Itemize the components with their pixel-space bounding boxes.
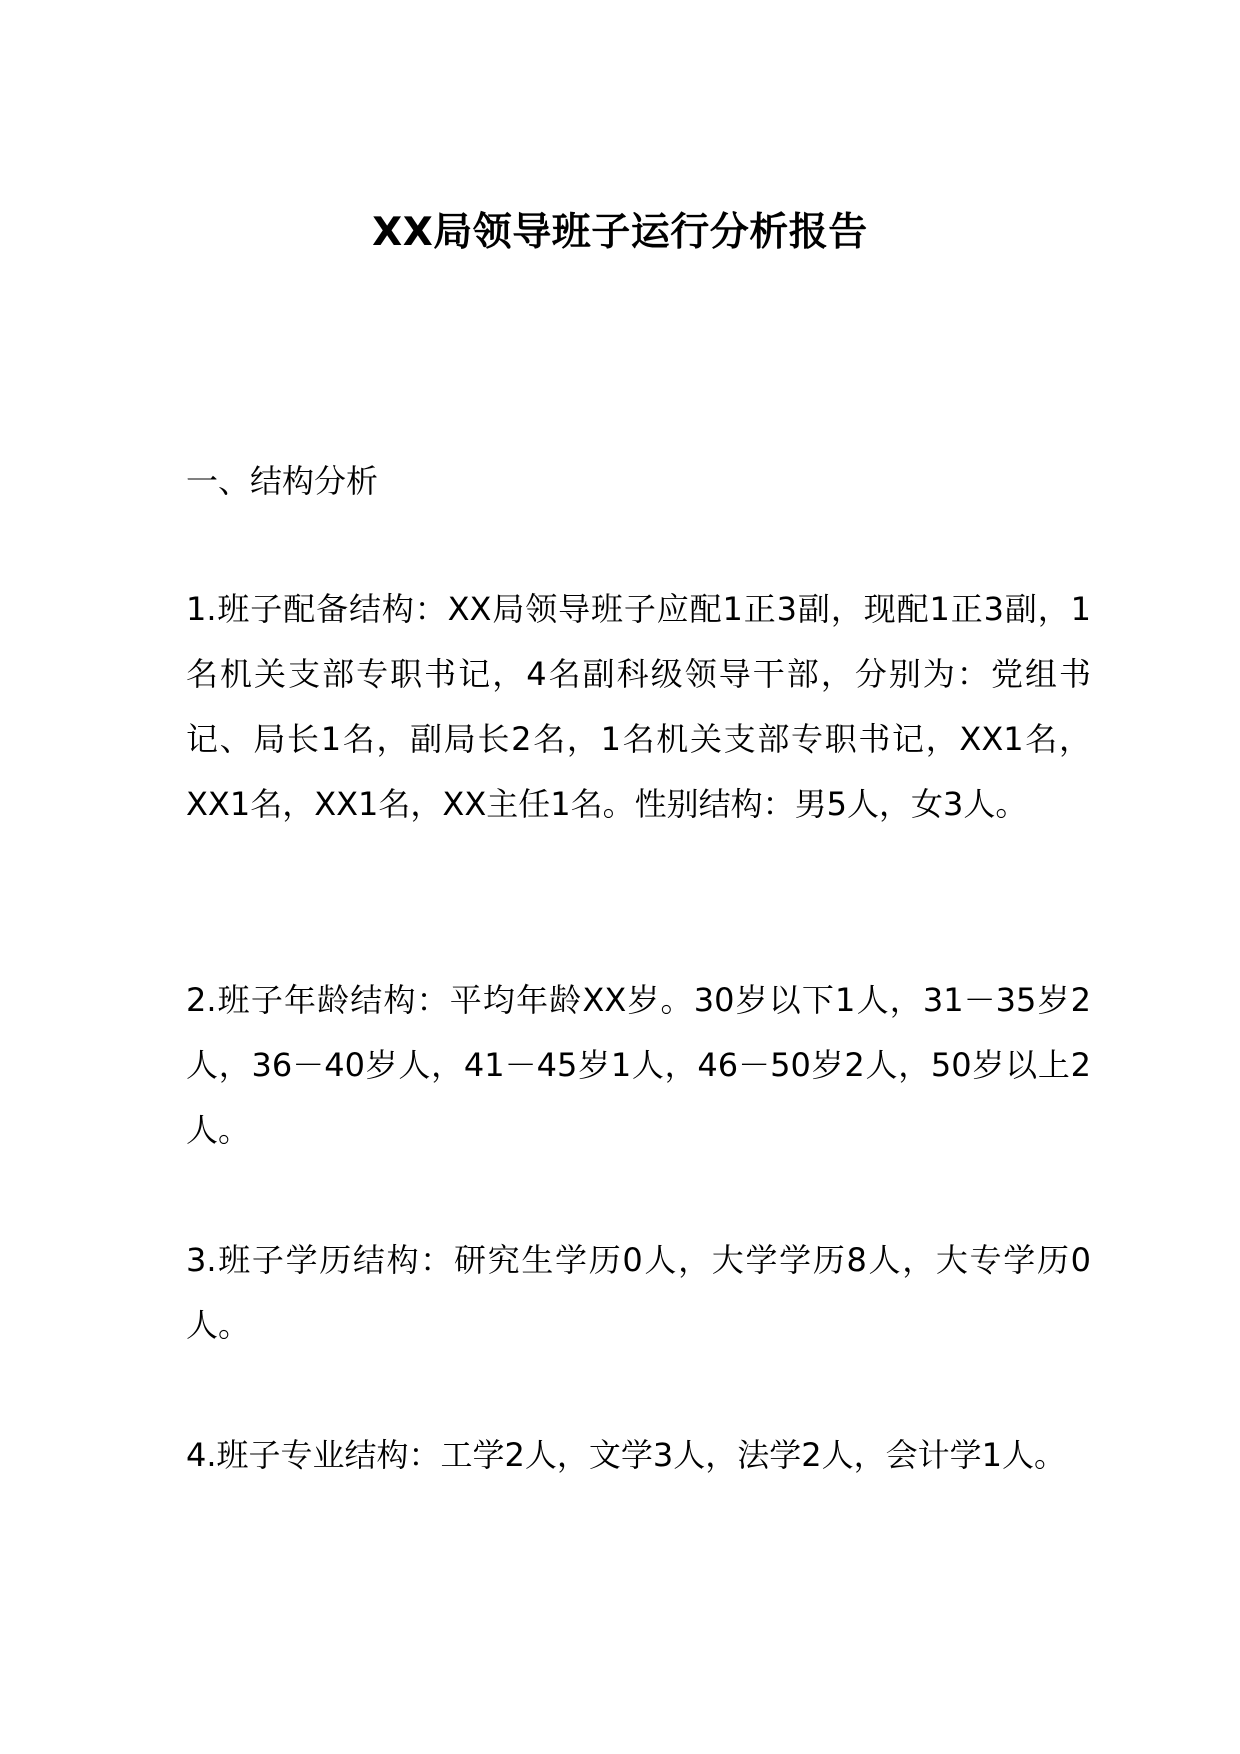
paragraph-education-structure: 3.班子学历结构：研究生学历0人，大学学历8人，大专学历0人。 xyxy=(186,1241,1091,1344)
paragraph-age-structure: 2.班子年龄结构：平均年龄XX岁。30岁以下1人，31－35岁2人，36－40岁人，41－45岁1人，46－50岁2人，50岁以上2人。 xyxy=(186,981,1091,1149)
paragraph-staffing-structure: 1.班子配备结构：XX局领导班子应配1正3副，现配1正3副，1名机关支部专职书记，4名副科级领导干部，分别为：党组书记、局长1名，副局长2名，1名机关支部专职书记，XX1名，XX1名，XX1名，XX主任1名。性别结构：男5人，女3人。 xyxy=(186,590,1091,823)
section-heading: 一、结构分析 xyxy=(186,462,379,500)
document-title: XX局领导班子运行分析报告 xyxy=(372,210,868,255)
paragraph-major-structure: 4.班子专业结构：工学2人，文学3人，法学2人，会计学1人。 xyxy=(186,1436,1066,1474)
